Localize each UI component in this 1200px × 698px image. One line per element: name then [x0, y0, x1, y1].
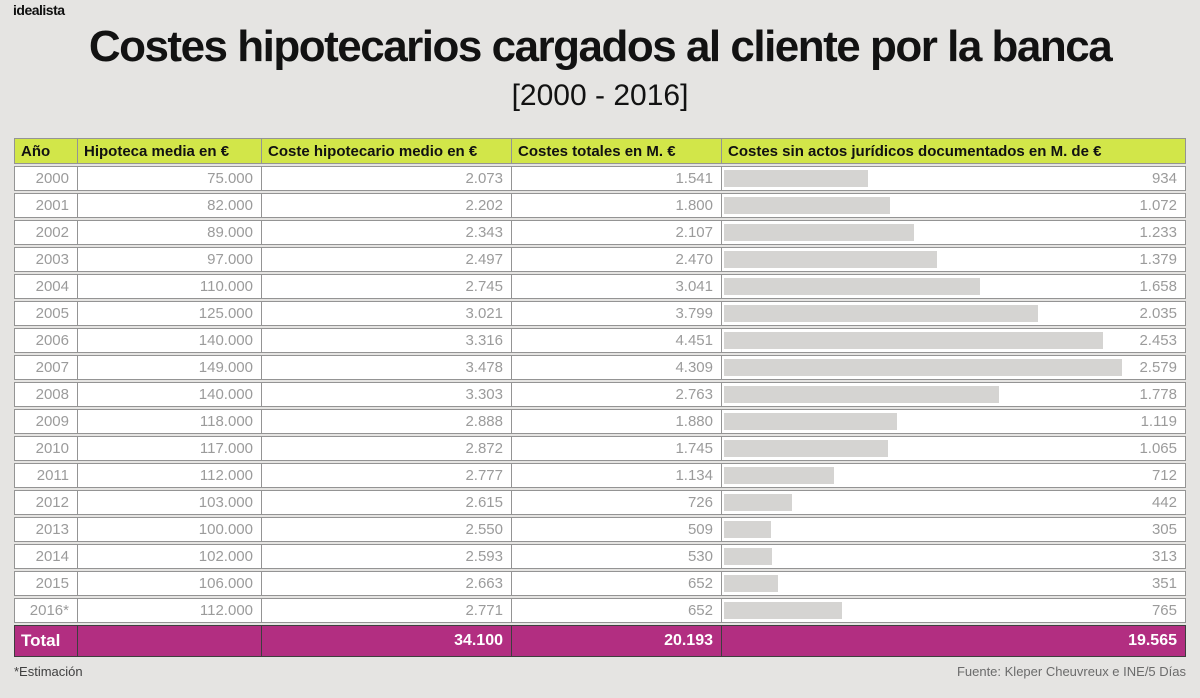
table-footer: [14, 625, 1186, 657]
cell-year: 2007: [14, 355, 78, 380]
bar-value: 934: [1151, 170, 1177, 187]
cell-costes-sin-ajd: [722, 490, 1186, 515]
cell-costes-sin-ajd: [722, 382, 1186, 407]
cell-costes-sin-ajd: [722, 463, 1186, 488]
cell-year: 2005: [14, 301, 78, 326]
cell-year: 2008: [14, 382, 78, 407]
cell-costes-sin-ajd: [722, 571, 1186, 596]
total-costes-totales: 20.193: [512, 625, 722, 657]
cell-year: 2010: [14, 436, 78, 461]
cell-coste-medio: 2.663: [262, 571, 512, 596]
col-header-hipoteca-media: Hipoteca media en €: [78, 138, 262, 164]
cell-year: 2016*: [14, 598, 78, 623]
table-row: [14, 328, 1186, 353]
cell-year: 2015: [14, 571, 78, 596]
table-row: [14, 301, 1186, 326]
cell-costes-sin-ajd: [722, 166, 1186, 191]
table-row: [14, 220, 1186, 245]
cell-year: 2001: [14, 193, 78, 218]
bar: [724, 467, 834, 484]
bar-value: 313: [1151, 548, 1177, 565]
cell-costes-sin-ajd: [722, 328, 1186, 353]
cell-costes-totales: 530: [512, 544, 722, 569]
table-row: [14, 193, 1186, 218]
bar: [724, 170, 868, 187]
cell-costes-sin-ajd: [722, 598, 1186, 623]
col-header-ano: Año: [14, 138, 78, 164]
table-row: [14, 571, 1186, 596]
cell-costes-sin-ajd: [722, 544, 1186, 569]
table-row: [14, 517, 1186, 542]
bar: [724, 575, 778, 592]
cell-coste-medio: 2.777: [262, 463, 512, 488]
bar: [724, 494, 792, 511]
total-coste-medio: 34.100: [262, 625, 512, 657]
cell-hipoteca-media: 125.000: [78, 301, 262, 326]
bar: [724, 278, 980, 295]
table-header: [14, 138, 1186, 164]
cell-costes-totales: 652: [512, 571, 722, 596]
cell-hipoteca-media: 82.000: [78, 193, 262, 218]
costs-table: [14, 136, 1186, 659]
cell-coste-medio: 2.745: [262, 274, 512, 299]
cell-coste-medio: 2.497: [262, 247, 512, 272]
cell-costes-sin-ajd: [722, 517, 1186, 542]
cell-year: 2014: [14, 544, 78, 569]
cell-coste-medio: 3.021: [262, 301, 512, 326]
bar-value: 1.658: [1139, 278, 1177, 295]
bar: [724, 251, 937, 268]
cell-hipoteca-media: 97.000: [78, 247, 262, 272]
table-row: [14, 382, 1186, 407]
bar: [724, 305, 1038, 322]
col-header-coste-medio: Coste hipotecario medio en €: [262, 138, 512, 164]
total-costes-sin-ajd: 19.565: [722, 625, 1186, 657]
cell-hipoteca-media: 102.000: [78, 544, 262, 569]
table-body: [14, 166, 1186, 623]
bar: [724, 359, 1122, 376]
bar-value: 1.119: [1140, 413, 1177, 430]
footnote: *Estimación: [14, 664, 83, 679]
cell-costes-totales: 2.470: [512, 247, 722, 272]
cell-costes-totales: 1.134: [512, 463, 722, 488]
table-row: [14, 544, 1186, 569]
cell-costes-sin-ajd: [722, 247, 1186, 272]
total-row: [14, 625, 1186, 657]
cell-hipoteca-media: 140.000: [78, 382, 262, 407]
cell-costes-totales: 1.541: [512, 166, 722, 191]
cell-costes-totales: 4.451: [512, 328, 722, 353]
cell-year: 2012: [14, 490, 78, 515]
table-row: [14, 409, 1186, 434]
total-hipoteca-media: [78, 625, 262, 657]
bar-value: 351: [1151, 575, 1177, 592]
cell-costes-sin-ajd: [722, 355, 1186, 380]
cell-year: 2000: [14, 166, 78, 191]
bar: [724, 197, 890, 214]
bar-value: 1.072: [1139, 197, 1177, 214]
cell-hipoteca-media: 110.000: [78, 274, 262, 299]
cell-coste-medio: 2.771: [262, 598, 512, 623]
bar: [724, 548, 772, 565]
cell-hipoteca-media: 117.000: [78, 436, 262, 461]
table-row: [14, 274, 1186, 299]
bar-value: 442: [1151, 494, 1177, 511]
page-title: Costes hipotecarios cargados al cliente por la banca: [88, 22, 1112, 71]
cell-costes-totales: 1.880: [512, 409, 722, 434]
cell-coste-medio: 2.593: [262, 544, 512, 569]
total-label: Total: [14, 625, 78, 657]
bar-value: 305: [1151, 521, 1177, 538]
cell-coste-medio: 2.202: [262, 193, 512, 218]
cell-costes-sin-ajd: [722, 274, 1186, 299]
bar-value: 1.778: [1139, 386, 1177, 403]
col-header-costes-sin-ajd: Costes sin actos jurídicos documentados en M. de €: [722, 138, 1186, 164]
cell-coste-medio: 3.303: [262, 382, 512, 407]
footer: [14, 664, 1186, 679]
bar: [724, 521, 771, 538]
cell-year: 2006: [14, 328, 78, 353]
col-header-costes-totales: Costes totales en M. €: [512, 138, 722, 164]
cell-coste-medio: 2.872: [262, 436, 512, 461]
idealista-logo: idealista: [13, 2, 65, 18]
table-row: [14, 598, 1186, 623]
cell-coste-medio: 2.550: [262, 517, 512, 542]
cell-costes-totales: 3.799: [512, 301, 722, 326]
cell-year: 2004: [14, 274, 78, 299]
cell-hipoteca-media: 89.000: [78, 220, 262, 245]
bar-value: 1.379: [1139, 251, 1177, 268]
cell-year: 2009: [14, 409, 78, 434]
cell-hipoteca-media: 112.000: [78, 598, 262, 623]
cell-costes-totales: 652: [512, 598, 722, 623]
cell-year: 2002: [14, 220, 78, 245]
costs-table-container: [14, 136, 1186, 659]
cell-coste-medio: 2.615: [262, 490, 512, 515]
bar: [724, 440, 888, 457]
table-row: [14, 166, 1186, 191]
cell-hipoteca-media: 106.000: [78, 571, 262, 596]
cell-costes-totales: 4.309: [512, 355, 722, 380]
cell-year: 2013: [14, 517, 78, 542]
bar-value: 712: [1151, 467, 1177, 484]
bar-value: 1.233: [1139, 224, 1177, 241]
cell-costes-totales: 509: [512, 517, 722, 542]
cell-hipoteca-media: 149.000: [78, 355, 262, 380]
cell-costes-totales: 726: [512, 490, 722, 515]
cell-costes-sin-ajd: [722, 220, 1186, 245]
cell-costes-totales: 1.800: [512, 193, 722, 218]
bar: [724, 386, 999, 403]
bar: [724, 413, 897, 430]
cell-hipoteca-media: 112.000: [78, 463, 262, 488]
cell-year: 2003: [14, 247, 78, 272]
bar-value: 2.035: [1139, 305, 1177, 322]
cell-coste-medio: 3.478: [262, 355, 512, 380]
bar-value: 2.579: [1139, 359, 1177, 376]
source-credit: Fuente: Kleper Cheuvreux e INE/5 Días: [956, 664, 1186, 679]
page-subtitle: [2000 - 2016]: [511, 79, 689, 112]
table-row: [14, 463, 1186, 488]
cell-costes-totales: 2.107: [512, 220, 722, 245]
cell-coste-medio: 2.343: [262, 220, 512, 245]
table-row: [14, 355, 1186, 380]
table-row: [14, 247, 1186, 272]
cell-hipoteca-media: 103.000: [78, 490, 262, 515]
cell-costes-totales: 3.041: [512, 274, 722, 299]
cell-costes-sin-ajd: [722, 409, 1186, 434]
cell-costes-sin-ajd: [722, 436, 1186, 461]
bar-value: 2.453: [1139, 332, 1177, 349]
cell-hipoteca-media: 100.000: [78, 517, 262, 542]
bar: [724, 332, 1103, 349]
cell-year: 2011: [14, 463, 78, 488]
cell-coste-medio: 2.888: [262, 409, 512, 434]
cell-coste-medio: 3.316: [262, 328, 512, 353]
cell-costes-totales: 2.763: [512, 382, 722, 407]
cell-costes-sin-ajd: [722, 193, 1186, 218]
bar-value: 765: [1151, 602, 1177, 619]
table-row: [14, 490, 1186, 515]
bar: [724, 224, 914, 241]
cell-coste-medio: 2.073: [262, 166, 512, 191]
bar-value: 1.065: [1139, 440, 1177, 457]
cell-costes-sin-ajd: [722, 301, 1186, 326]
header-row: [14, 138, 1186, 164]
cell-hipoteca-media: 140.000: [78, 328, 262, 353]
cell-hipoteca-media: 75.000: [78, 166, 262, 191]
cell-costes-totales: 1.745: [512, 436, 722, 461]
table-row: [14, 436, 1186, 461]
cell-hipoteca-media: 118.000: [78, 409, 262, 434]
bar: [724, 602, 842, 619]
